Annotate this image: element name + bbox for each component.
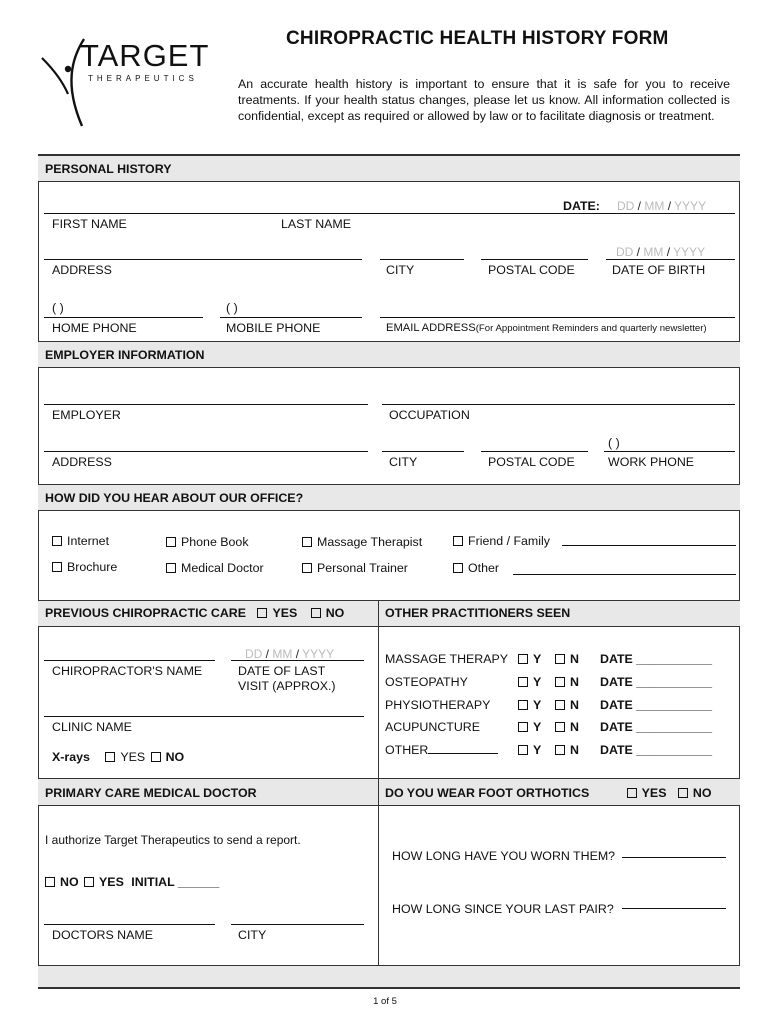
n-label: N — [570, 652, 579, 666]
column-divider — [378, 600, 379, 778]
n-label: N — [570, 698, 579, 712]
option-phone-book[interactable] — [166, 535, 249, 549]
home-phone-paren: ( ) — [52, 301, 64, 315]
option-friend-family[interactable] — [453, 534, 550, 548]
date-field[interactable]: DATE ___________ — [600, 720, 713, 734]
home-phone-label: HOME PHONE — [52, 321, 137, 335]
yes-label: YES — [641, 786, 667, 800]
mm-placeholder: MM — [272, 647, 293, 661]
checkbox-icon[interactable] — [45, 877, 55, 887]
option-medical-doctor[interactable] — [166, 561, 264, 575]
checkbox-icon[interactable] — [302, 563, 312, 573]
checkbox-icon[interactable] — [555, 677, 565, 687]
section-title: HOW DID YOU HEAR ABOUT OUR OFFICE? — [45, 491, 304, 505]
section-personal-history — [38, 155, 740, 182]
y-label: Y — [533, 743, 542, 757]
section-title: PERSONAL HISTORY — [45, 162, 172, 176]
how-long-pair-line[interactable] — [622, 908, 726, 909]
n-label: N — [570, 720, 579, 734]
yn-row — [518, 675, 579, 689]
address-line[interactable] — [44, 259, 362, 260]
checkbox-icon[interactable] — [555, 700, 565, 710]
yyyy-placeholder: YYYY — [674, 199, 707, 213]
yn-row — [518, 652, 579, 666]
work-phone-paren: ( ) — [608, 436, 620, 450]
how-long-pair-label: HOW LONG SINCE YOUR LAST PAIR? — [392, 902, 614, 916]
date-field[interactable]: DATE ___________ — [600, 743, 713, 757]
practitioner-osteopathy: OSTEOPATHY — [385, 675, 468, 689]
checkbox-icon[interactable] — [518, 654, 528, 664]
practitioner-massage: MASSAGE THERAPY — [385, 652, 509, 666]
email-label — [386, 322, 707, 334]
xrays-row — [52, 750, 184, 764]
checkbox-icon[interactable] — [518, 722, 528, 732]
section-title: DO YOU WEAR FOOT ORTHOTICS — [385, 786, 590, 800]
checkbox-icon[interactable] — [166, 563, 176, 573]
y-label: Y — [533, 698, 542, 712]
xrays-yes-label: YES — [120, 750, 146, 764]
last-name-label: LAST NAME — [281, 217, 352, 231]
no-label: NO — [692, 786, 712, 800]
mobile-phone-paren: ( ) — [226, 301, 238, 315]
practitioner-acupuncture: ACUPUNCTURE — [385, 720, 480, 734]
city-line[interactable] — [380, 259, 464, 260]
clinic-name-label: CLINIC NAME — [52, 720, 132, 734]
chiro-name-line[interactable] — [44, 660, 215, 661]
email-label-text: EMAIL ADDRESS — [386, 322, 476, 334]
practitioner-physio: PHYSIOTHERAPY — [385, 698, 491, 712]
chiro-name-label: CHIROPRACTOR'S NAME — [52, 664, 203, 678]
option-label: Massage Therapist — [317, 535, 423, 549]
option-label: Other — [468, 561, 499, 575]
yn-row — [518, 698, 579, 712]
initial-field[interactable]: INITIAL ______ — [131, 875, 220, 889]
checkbox-icon[interactable] — [518, 745, 528, 755]
occupation-line[interactable] — [382, 404, 735, 405]
name-line[interactable] — [44, 213, 735, 214]
emp-postal-label: POSTAL CODE — [488, 455, 575, 469]
yn-row — [518, 720, 579, 734]
checkbox-icon[interactable] — [555, 745, 565, 755]
emp-postal-line[interactable] — [481, 451, 588, 452]
checkbox-icon[interactable] — [453, 563, 463, 573]
mobile-phone-line[interactable] — [220, 317, 362, 318]
doctors-name-line[interactable] — [44, 924, 215, 925]
logo-subtitle: THERAPEUTICS — [88, 74, 198, 83]
checkbox-icon[interactable] — [453, 536, 463, 546]
checkbox-icon[interactable] — [52, 536, 62, 546]
n-label: N — [570, 743, 579, 757]
dob-line[interactable] — [606, 259, 735, 260]
date-field[interactable]: DATE ___________ — [600, 675, 713, 689]
friend-family-line[interactable] — [562, 545, 736, 546]
mobile-phone-label: MOBILE PHONE — [226, 321, 321, 335]
doctors-name-label: DOCTORS NAME — [52, 928, 153, 942]
email-note: (For Appointment Reminders and quarterly newsletter) — [475, 323, 707, 334]
home-phone-line[interactable] — [44, 317, 203, 318]
option-personal-trainer[interactable] — [302, 561, 408, 575]
emp-address-line[interactable] — [44, 451, 368, 452]
option-brochure[interactable] — [52, 560, 117, 574]
mm-placeholder: MM — [643, 245, 664, 259]
last-visit-date-field[interactable]: DD / MM / YYYY — [245, 647, 335, 661]
dob-field[interactable]: DD / MM / YYYY — [616, 245, 706, 259]
emp-address-label: ADDRESS — [52, 455, 112, 469]
employer-label: EMPLOYER — [52, 408, 121, 422]
checkbox-icon[interactable] — [678, 788, 688, 798]
checkbox-icon[interactable] — [518, 677, 528, 687]
how-long-worn-line[interactable] — [622, 857, 726, 858]
section-title: EMPLOYER INFORMATION — [45, 348, 205, 362]
doctor-city-line[interactable] — [231, 924, 364, 925]
n-label: N — [570, 675, 579, 689]
practitioner-other-line[interactable] — [428, 753, 498, 754]
practitioner-other: OTHER — [385, 743, 429, 757]
emp-city-label: CITY — [389, 455, 418, 469]
xrays-no-label: NO — [165, 750, 185, 764]
postal-code-label: POSTAL CODE — [488, 263, 575, 277]
option-massage-therapist[interactable] — [302, 535, 422, 549]
date-label: DATE: — [563, 199, 600, 213]
date-field[interactable]: DATE ___________ — [600, 698, 713, 712]
checkbox-icon[interactable] — [555, 654, 565, 664]
intro-text: An accurate health history is important to ensure that it is safe for you to receive treatments. If your health status changes, please let us know. All information collected is confidential, except as required or allowed by law or to facilitate diagnosis or treatment. — [238, 77, 730, 123]
column-divider — [378, 778, 379, 965]
logo-word: TARGET — [80, 38, 210, 73]
y-label: Y — [533, 720, 542, 734]
yn-row — [518, 743, 579, 757]
emp-city-line[interactable] — [382, 451, 464, 452]
yyyy-placeholder: YYYY — [302, 647, 335, 661]
option-label: Brochure — [67, 560, 118, 574]
first-name-label: FIRST NAME — [52, 217, 127, 231]
last-visit-label-2: VISIT (APPROX.) — [238, 679, 336, 693]
email-line[interactable] — [380, 317, 735, 318]
date-field[interactable]: DATE ___________ — [600, 652, 713, 666]
yes-label: YES — [272, 606, 298, 620]
y-label: Y — [533, 675, 542, 689]
checkbox-icon[interactable] — [84, 877, 94, 887]
last-visit-label-1: DATE OF LAST — [238, 664, 326, 678]
checkbox-icon[interactable] — [151, 752, 161, 762]
page-title: CHIROPRACTIC HEALTH HISTORY FORM — [286, 28, 669, 49]
option-label: Internet — [67, 534, 110, 548]
clinic-name-line[interactable] — [44, 716, 364, 717]
no-label: NO — [325, 606, 345, 620]
date-field[interactable]: DD / MM / YYYY — [617, 199, 707, 213]
doctor-city-label: CITY — [238, 928, 267, 942]
other-line[interactable] — [513, 574, 736, 575]
checkbox-icon[interactable] — [257, 608, 267, 618]
y-label: Y — [533, 652, 542, 666]
authorize-text: I authorize Target Therapeutics to send a report. — [45, 833, 301, 847]
checkbox-icon[interactable] — [627, 788, 637, 798]
form-bottom-band — [38, 965, 740, 988]
mm-placeholder: MM — [644, 199, 665, 213]
dd-placeholder: DD — [616, 245, 634, 259]
checkbox-icon[interactable] — [52, 562, 62, 572]
dob-label: DATE OF BIRTH — [612, 263, 706, 277]
address-label: ADDRESS — [52, 263, 112, 277]
dd-placeholder: DD — [245, 647, 263, 661]
city-label: CITY — [386, 263, 415, 277]
other-practitioners-header: OTHER PRACTITIONERS SEEN — [385, 606, 571, 620]
primary-care-header: PRIMARY CARE MEDICAL DOCTOR — [45, 786, 257, 800]
employer-line[interactable] — [44, 404, 368, 405]
checkbox-icon[interactable] — [518, 700, 528, 710]
checkbox-icon[interactable] — [302, 537, 312, 547]
prev-chiro-header — [45, 606, 344, 620]
checkbox-icon[interactable] — [105, 752, 115, 762]
option-label: Phone Book — [181, 535, 249, 549]
option-other[interactable] — [453, 561, 499, 575]
last-visit-line[interactable] — [231, 660, 364, 661]
section-employer — [38, 341, 740, 368]
occupation-label: OCCUPATION — [389, 408, 470, 422]
option-label: Medical Doctor — [181, 561, 264, 575]
checkbox-icon[interactable] — [311, 608, 321, 618]
section-referral — [38, 484, 740, 511]
work-phone-label: WORK PHONE — [608, 455, 695, 469]
option-internet[interactable] — [52, 534, 109, 548]
authorize-options — [45, 875, 219, 889]
orthotics-header — [385, 786, 712, 800]
checkbox-icon[interactable] — [166, 537, 176, 547]
yyyy-placeholder: YYYY — [673, 245, 706, 259]
dd-placeholder: DD — [617, 199, 635, 213]
section-title: PREVIOUS CHIROPRACTIC CARE — [45, 606, 247, 620]
yes-label: YES — [99, 875, 124, 889]
checkbox-icon[interactable] — [555, 722, 565, 732]
work-phone-line[interactable] — [604, 451, 735, 452]
option-label: Personal Trainer — [317, 561, 408, 575]
how-long-worn-label: HOW LONG HAVE YOU WORN THEM? — [392, 849, 616, 863]
page-number: 1 of 5 — [373, 996, 397, 1007]
no-label: NO — [60, 875, 79, 889]
xrays-label: X-rays — [52, 750, 90, 764]
option-label: Friend / Family — [468, 534, 550, 548]
postal-line[interactable] — [481, 259, 588, 260]
